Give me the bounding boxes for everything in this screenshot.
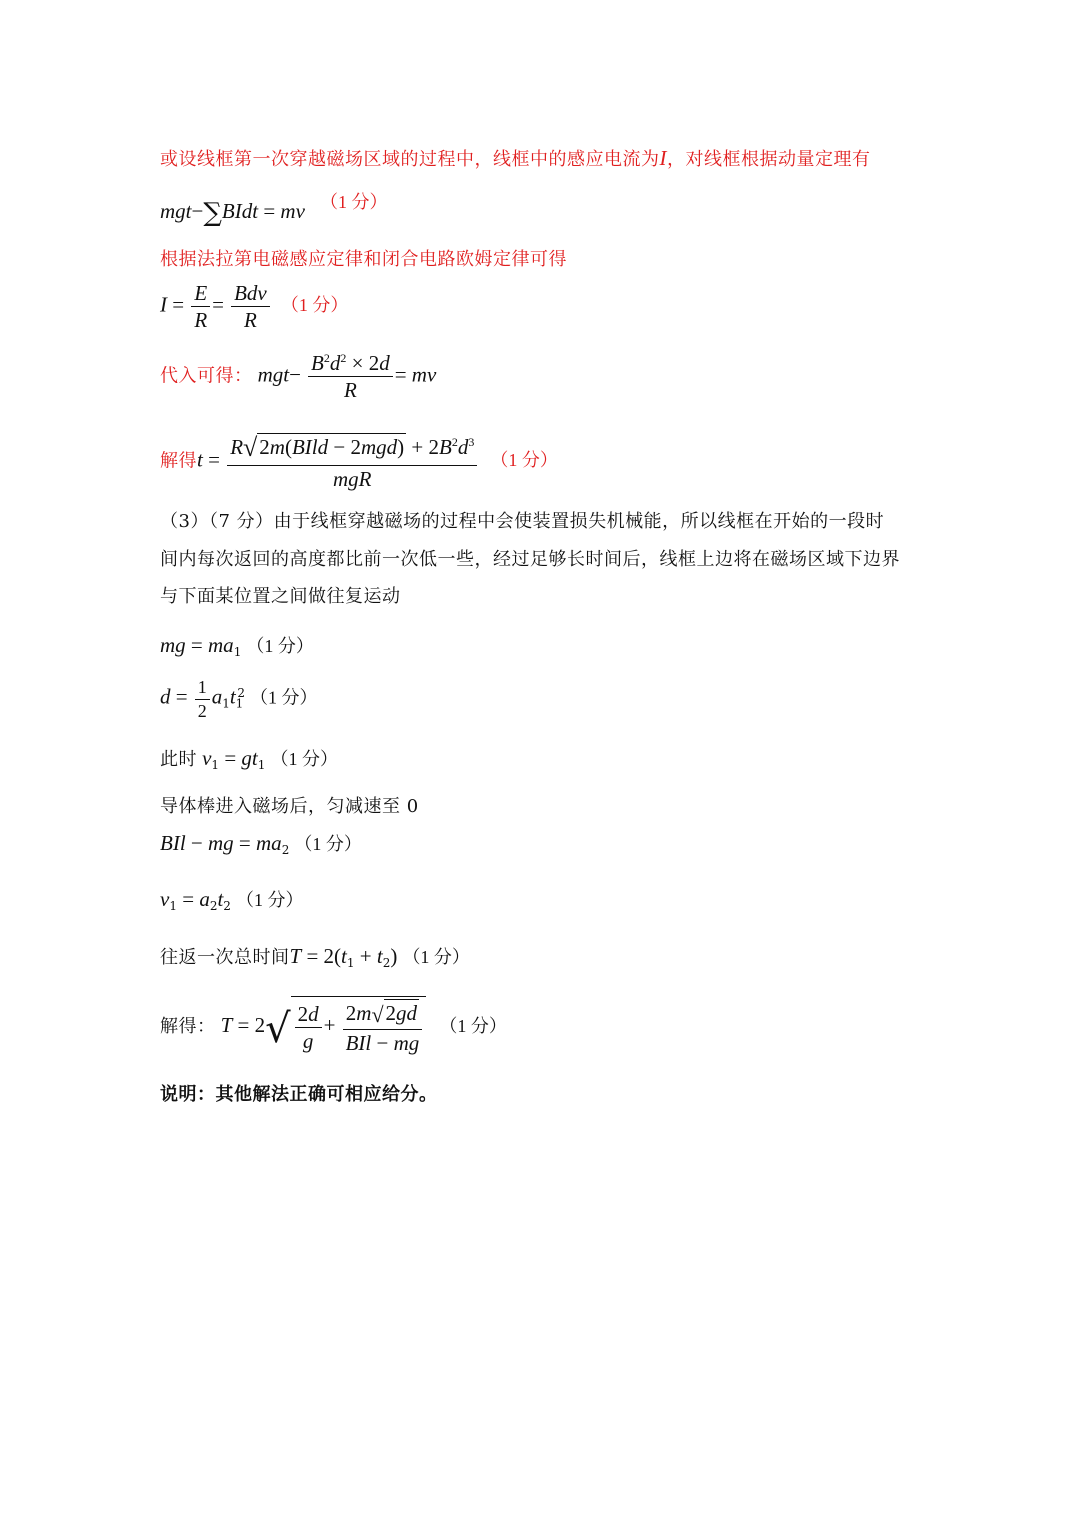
- final-solve-label: 解得：: [160, 1015, 216, 1037]
- score-label: （1 分）: [294, 834, 362, 854]
- period-label: 往返一次总时间: [160, 947, 290, 968]
- score-label: （1 分）: [402, 947, 470, 967]
- score-label: （1 分）: [490, 450, 558, 471]
- substitute-label: 代入可得：: [160, 365, 253, 387]
- score-label: （1 分）: [246, 636, 314, 656]
- solve-label: 解得: [160, 450, 197, 472]
- score-label: （1 分）: [270, 749, 338, 769]
- equation-period: 往返一次总时间$T = 2(t_1 + t_2)$ （1 分）: [160, 944, 470, 971]
- note: [160, 1080, 438, 1106]
- equation-v1-a2t2: $v_1 = a_2t_2$ （1 分）: [160, 887, 304, 914]
- equation-final: 解得： T = 2√ $\frac{2d}{g}$ + $\frac{2m√2gd}{\text{BIl − mg}}$ （1 分）: [160, 996, 507, 1056]
- score-label: （1 分）: [439, 1015, 507, 1036]
- v1-label: 此时: [160, 749, 197, 770]
- equation-distance: d = $\frac{1}{2}$ $a_1t_1^2$ （1 分）: [160, 677, 318, 721]
- equation-mg-ma1: mg = $ma_1$ （1 分）: [160, 633, 314, 660]
- law-text: 根据法拉第电磁感应定律和闭合电路欧姆定律可得: [160, 249, 567, 270]
- score-label: （1 分）: [320, 192, 388, 212]
- part3-line2: 间内每次返回的高度都比前一次低一些，经过足够长时间后，线框上边将在磁场区域下边界: [160, 549, 900, 570]
- intro-text: [160, 145, 871, 171]
- equation-solve-t: 解得t = $\frac{R√2m(BIld - 2mgd) + 2B^2d^3}{\text{mgR}}$ （1 分）: [160, 433, 558, 491]
- note-label: 说明：: [160, 1084, 216, 1105]
- score-label: （1 分）: [250, 687, 318, 708]
- rod-text: 导体棒进入磁场后，匀减速至 0: [160, 796, 419, 817]
- intro-line: 或设线框第一次穿越磁场区域的过程中，线框中的感应电流为: [160, 149, 660, 170]
- score-label: （1 分）: [236, 890, 304, 910]
- part3-heading: （3）（7 分）由于线框穿越磁场的过程中会使装置损失机械能，所以线框在开始的一段时: [160, 511, 885, 532]
- equation-substitute: 代入可得： mgt− $\frac{B^2d^2 \times 2d}{R}$ = mv: [160, 351, 437, 403]
- equation-ma2: BIl − mg = $ma_2$ （1 分）: [160, 831, 362, 858]
- equation-current: I = $\frac{E}{R}$ = $\frac{\text{Bdv}}{R}$ （1 分）: [160, 281, 349, 333]
- equation-momentum: mgt−∑BIdt = mv （1 分）: [160, 192, 388, 228]
- equation-v1: 此时 $v_1 = gt_1$ （1 分）: [160, 746, 338, 773]
- part3-line3: 与下面某位置之间做往复运动: [160, 586, 401, 607]
- intro-variable: I: [659, 146, 667, 170]
- intro-tail: ，对线框根据动量定理有: [667, 149, 871, 170]
- score-label: （1 分）: [280, 295, 349, 316]
- note-text: 其他解法正确可相应给分。: [215, 1084, 438, 1105]
